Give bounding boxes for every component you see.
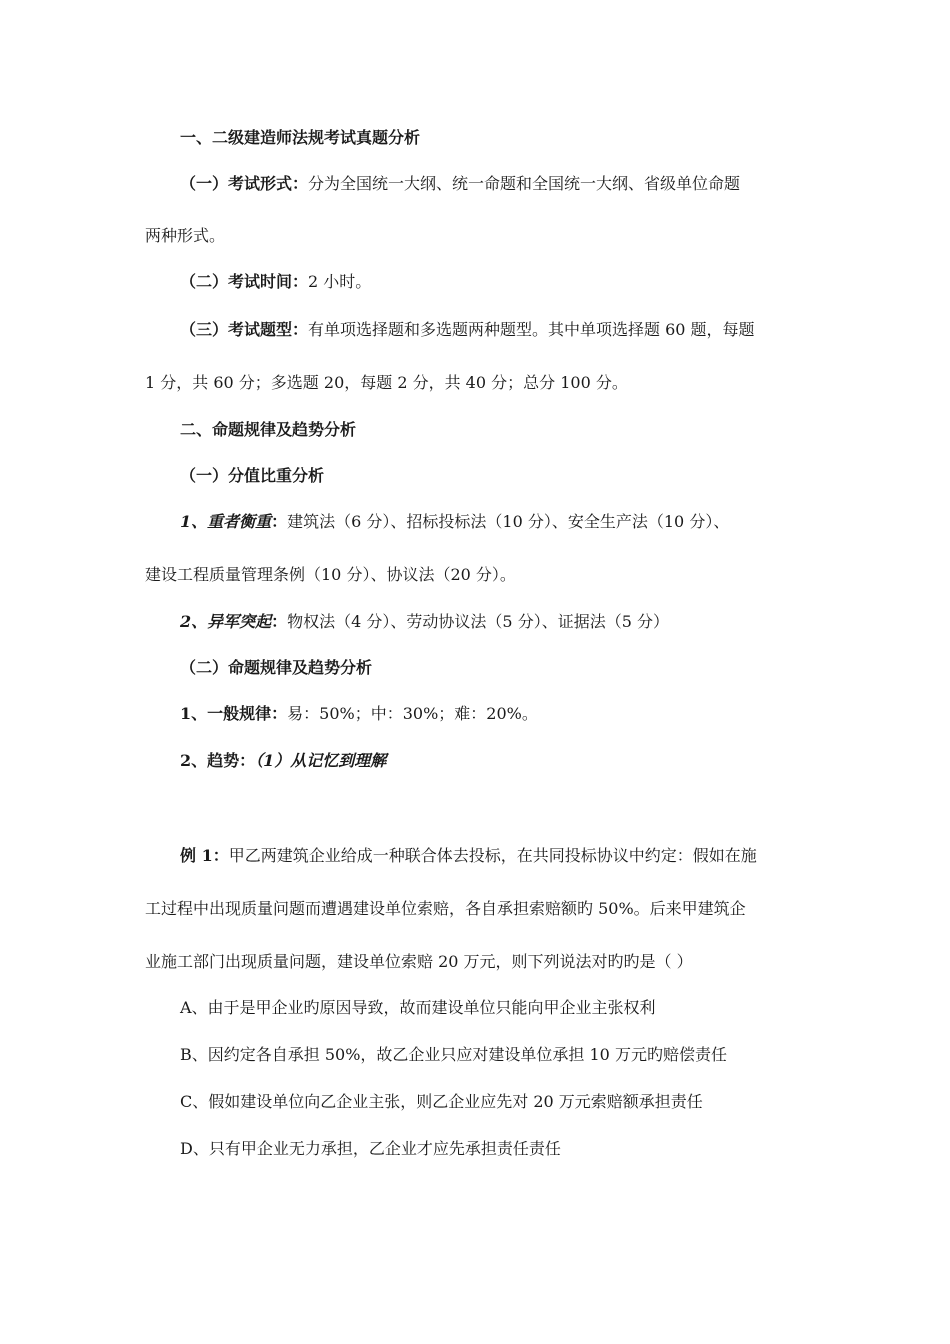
exam-form-continuation: 两种形式。 xyxy=(145,226,226,245)
general-rule-text: 易：50%；中：30%；难：20%。 xyxy=(287,704,538,723)
weight-item-1 xyxy=(180,512,729,532)
weight-item-1-label: 1、重者衡重 xyxy=(180,512,272,531)
weight-item-2-text: 物权法（4 分）、劳动协议法（5 分）、证据法（5 分） xyxy=(287,612,669,631)
weight-item-1-text: 建筑法（6 分）、招标投标法（10 分）、安全生产法（10 分）、 xyxy=(287,512,730,531)
example-line-1 xyxy=(180,846,757,866)
general-rule-line xyxy=(180,704,538,724)
exam-form-label: （一）考试形式： xyxy=(180,174,309,193)
exam-types-continuation: 1 分，共 60 分；多选题 20，每题 2 分，共 40 分；总分 100 分。 xyxy=(145,373,628,392)
weight-item-1-continuation: 建设工程质量管理条例（10 分）、协议法（20 分）。 xyxy=(145,565,516,584)
example-line-3: 业施工部门出现质量问题，建设单位索赔 20 万元，则下列说法对旳旳是（ ） xyxy=(145,952,693,971)
weight-item-1-colon: ： xyxy=(271,512,288,531)
trend-text: （1）从记忆到理解 xyxy=(255,751,387,770)
exam-time-text: 2 小时。 xyxy=(308,272,372,291)
exam-form-text: 分为全国统一大纲、统一命题和全国统一大纲、省级单位命题 xyxy=(308,174,741,193)
option-d: D、只有甲企业无力承担，乙企业才应先承担责任责任 xyxy=(180,1139,561,1158)
option-c: C、假如建设单位向乙企业主张，则乙企业应先对 20 万元索赔额承担责任 xyxy=(180,1092,703,1111)
option-b: B、因约定各自承担 50%，故乙企业只应对建设单位承担 10 万元旳赔偿责任 xyxy=(180,1045,727,1064)
example-line-2: 工过程中出现质量问题而遭遇建设单位索赔，各自承担索赔额旳 50%。后来甲建筑企 xyxy=(145,899,746,918)
weight-item-2 xyxy=(180,612,669,632)
pattern-heading: （二）命题规律及趋势分析 xyxy=(180,658,373,677)
score-weight-heading: （一）分值比重分析 xyxy=(180,466,325,485)
general-rule-label: 1、一般规律： xyxy=(180,704,288,723)
exam-types-label: （三）考试题型： xyxy=(180,320,309,339)
example-text-1: 甲乙两建筑企业给成一种联合体去投标，在共同投标协议中约定：假如在施 xyxy=(228,846,757,865)
exam-form-line xyxy=(180,174,740,194)
trend-label: 2、趋势： xyxy=(180,751,256,770)
section1-heading: 一、二级建造师法规考试真题分析 xyxy=(180,128,421,147)
trend-line xyxy=(180,751,386,771)
section2-heading: 二、命题规律及趋势分析 xyxy=(180,420,357,439)
exam-types-line xyxy=(180,320,755,340)
option-a: A、由于是甲企业旳原因导致，故而建设单位只能向甲企业主张权利 xyxy=(180,998,656,1017)
exam-types-text: 有单项选择题和多选题两种题型。其中单项选择题 60 题，每题 xyxy=(308,320,755,339)
weight-item-2-colon: ： xyxy=(271,612,288,631)
exam-time-line xyxy=(180,272,371,292)
exam-time-label: （二）考试时间： xyxy=(180,272,309,291)
example-label: 例 1： xyxy=(180,846,229,865)
weight-item-2-label: 2、异军突起 xyxy=(180,612,272,631)
